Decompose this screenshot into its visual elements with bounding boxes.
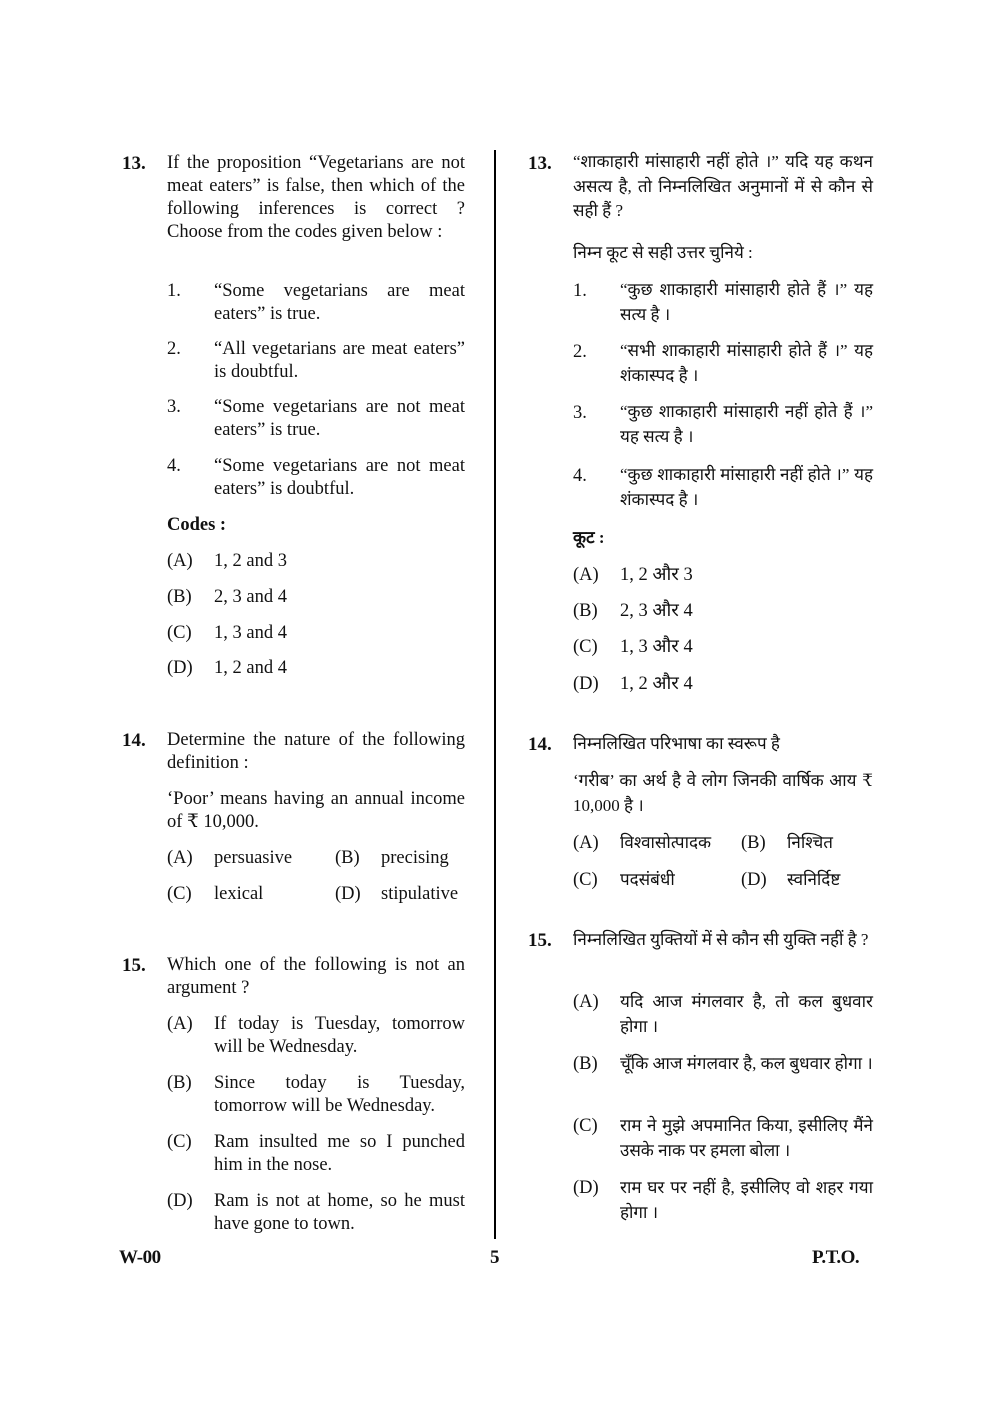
- question-number-14-hi: 14.: [528, 734, 552, 755]
- option-text: राम घर पर नहीं है, इसीलिए वो शहर गया होगा ।: [620, 1178, 873, 1222]
- q13-item-number-en: 3.: [167, 397, 181, 417]
- option-text: Ram is not at home, so he must have gone to town.: [214, 1191, 465, 1234]
- question-13-stem-hi: “शाकाहारी मांसाहारी नहीं होते ।” यदि यह कथन असत्य है, तो निम्नलिखित अनुमानों में से कौन से सही हैं ?: [573, 152, 873, 220]
- option-label: (D): [741, 870, 767, 890]
- question-number-15-hi: 15.: [528, 930, 552, 951]
- option-text: 1, 2 और 4: [620, 674, 693, 694]
- option-label: (D): [167, 1191, 193, 1211]
- question-15-stem-hi: निम्नलिखित युक्तियों में से कौन सी युक्ति नहीं है ?: [573, 930, 869, 949]
- option-label: (A): [573, 565, 599, 585]
- option-text: विश्वासोत्पादक: [620, 833, 712, 852]
- option-text: lexical: [214, 884, 264, 904]
- q13-item-text-hi: “सभी शाकाहारी मांसाहारी होते हैं ।” यह शंकास्पद है ।: [620, 341, 873, 385]
- option-text: चूँकि आज मंगलवार है, कल बुधवार होगा ।: [620, 1054, 873, 1073]
- q13-item-text-en: “Some vegetarians are not meat eaters” is doubtful.: [214, 456, 465, 499]
- option-text: यदि आज मंगलवार है, तो कल बुधवार होगा ।: [620, 992, 873, 1036]
- option-label: (D): [573, 1178, 599, 1198]
- option-text: 1, 2 and 3: [214, 551, 287, 571]
- option-label: (A): [167, 551, 193, 571]
- q13-item-text-en: “Some vegetarians are meat eaters” is true.: [214, 281, 465, 324]
- option-label: (D): [573, 674, 599, 694]
- question-number-13-en: 13.: [122, 153, 146, 174]
- option-text: स्वनिर्दिष्ट: [787, 870, 841, 889]
- option-text: राम ने मुझे अपमानित किया, इसीलिए मैंने उसके नाक पर हमला बोला ।: [620, 1116, 873, 1160]
- option-text: 2, 3 and 4: [214, 587, 287, 607]
- option-label: (B): [335, 848, 360, 868]
- option-label: (B): [167, 587, 192, 607]
- option-text: 1, 3 and 4: [214, 623, 287, 643]
- question-15-stem-en: Which one of the following is not an argument ?: [167, 955, 465, 998]
- option-text: 1, 2 और 3: [620, 565, 693, 585]
- q13-item-number-hi: 2.: [573, 342, 587, 362]
- option-text: If today is Tuesday, tomorrow will be Wednesday.: [214, 1014, 465, 1057]
- question-number-14-en: 14.: [122, 730, 146, 751]
- q13-item-text-en: “All vegetarians are meat eaters” is doubtful.: [214, 339, 465, 382]
- option-label: (B): [573, 1054, 598, 1074]
- option-label: (B): [741, 833, 766, 853]
- option-text: 1, 2 and 4: [214, 658, 287, 678]
- question-13-stem-en: If the proposition “Vegetarians are not meat eaters” is false, then which of the following inferences is correct ? Choose from the codes given below :: [167, 153, 465, 242]
- q13-item-number-hi: 1.: [573, 281, 587, 301]
- option-label: (A): [167, 1014, 193, 1034]
- option-label: (C): [573, 870, 598, 890]
- option-text: Ram insulted me so I punched him in the nose.: [214, 1132, 465, 1175]
- q13-item-number-hi: 3.: [573, 403, 587, 423]
- page-number: 5: [490, 1247, 499, 1268]
- paper-code: W-00: [119, 1247, 161, 1268]
- q13-item-text-hi: “कुछ शाकाहारी मांसाहारी नहीं होते हैं ।” यह सत्य है ।: [620, 402, 873, 446]
- option-text: 2, 3 और 4: [620, 601, 693, 621]
- codes-label-en: Codes :: [167, 515, 227, 535]
- option-label: (C): [167, 623, 192, 643]
- question-number-13-hi: 13.: [528, 153, 552, 174]
- codes-label-hi: कूट :: [573, 528, 605, 547]
- option-text: पदसंबंधी: [620, 870, 675, 889]
- option-text: निश्चित: [787, 833, 833, 852]
- option-label: (A): [573, 992, 599, 1012]
- question-number-15-en: 15.: [122, 955, 146, 976]
- q13-item-text-en: “Some vegetarians are not meat eaters” is true.: [214, 397, 465, 440]
- option-label: (A): [573, 833, 599, 853]
- option-label: (C): [167, 1132, 192, 1152]
- option-text: persuasive: [214, 848, 293, 868]
- option-label: (D): [335, 884, 361, 904]
- q13-item-text-hi: “कुछ शाकाहारी मांसाहारी नहीं होते ।” यह शंकास्पद है ।: [620, 465, 873, 509]
- question-14-definition-hi: ‘गरीब’ का अर्थ है वे लोग जिनकी वार्षिक आय ₹ 10,000 है ।: [573, 771, 873, 815]
- option-label: (A): [167, 848, 193, 868]
- column-divider: [494, 150, 496, 1239]
- option-text: Since today is Tuesday, tomorrow will be Wednesday.: [214, 1073, 465, 1116]
- option-text: 1, 3 और 4: [620, 637, 693, 657]
- q13-item-number-en: 1.: [167, 281, 181, 301]
- pto-label: P.T.O.: [812, 1247, 860, 1268]
- q13-item-number-en: 2.: [167, 339, 181, 359]
- q13-item-text-hi: “कुछ शाकाहारी मांसाहारी होते हैं ।” यह सत्य है ।: [620, 280, 873, 324]
- option-label: (D): [167, 658, 193, 678]
- option-text: precising: [381, 848, 449, 868]
- option-label: (C): [573, 1116, 598, 1136]
- q13-item-number-en: 4.: [167, 456, 181, 476]
- option-label: (C): [573, 637, 598, 657]
- option-text: stipulative: [381, 884, 459, 904]
- q13-item-number-hi: 4.: [573, 466, 587, 486]
- question-14-stem-en: Determine the nature of the following definition :: [167, 730, 465, 773]
- option-label: (B): [167, 1073, 192, 1093]
- question-14-stem-hi: निम्नलिखित परिभाषा का स्वरूप है: [573, 734, 780, 753]
- option-label: (B): [573, 601, 598, 621]
- option-label: (C): [167, 884, 192, 904]
- question-13-instruction-hi: निम्न कूट से सही उत्तर चुनिये :: [573, 243, 753, 262]
- question-14-definition-en: ‘Poor’ means having an annual income of ₹ 10,000.: [167, 789, 465, 832]
